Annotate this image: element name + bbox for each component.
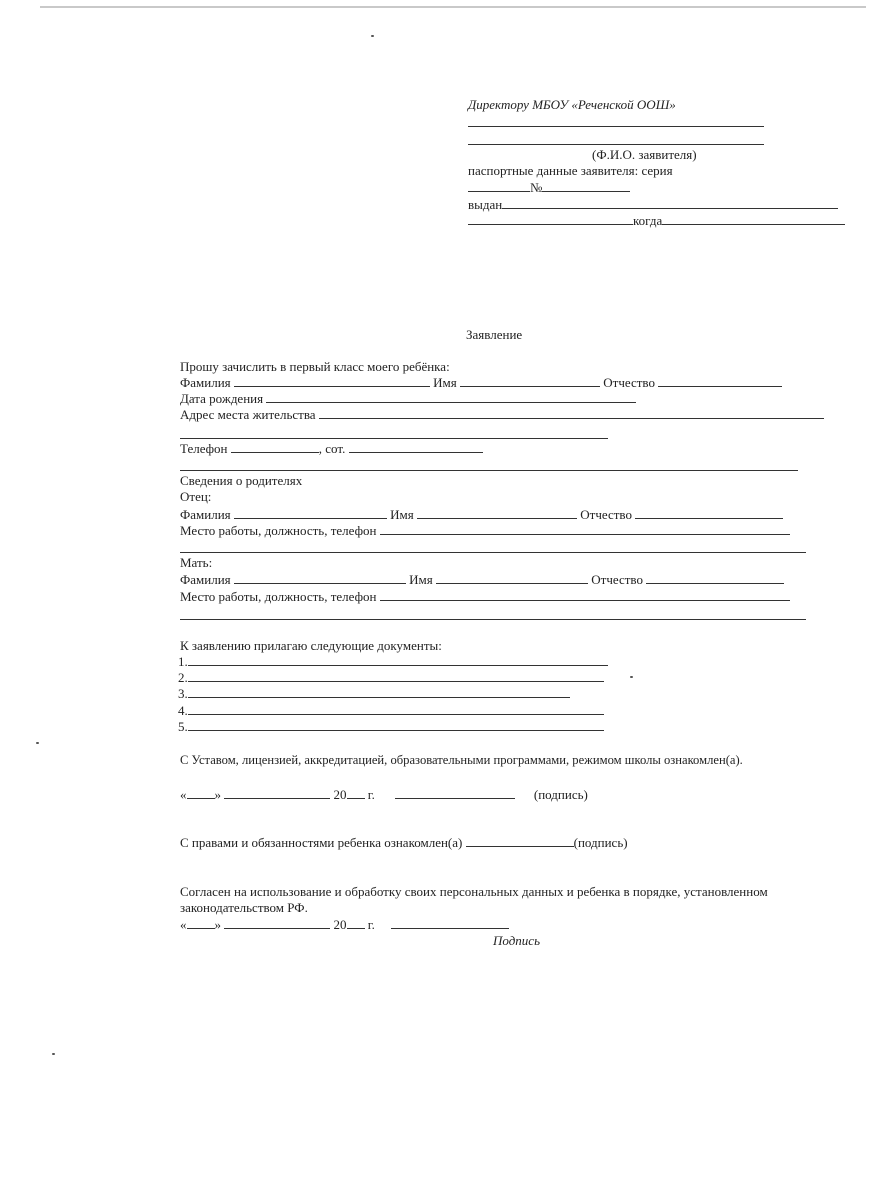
address-label: Адрес места жительства [180,407,316,422]
issued-by-field-2[interactable] [468,213,633,225]
document-item-4 [178,703,604,718]
consent-line-1: Согласен на использование и обработку своих персональных данных и ребенка в порядке, установленном [180,884,768,899]
birth-date-field[interactable] [266,391,636,403]
consent-year-field[interactable] [347,917,365,929]
quote-open: « [180,787,187,802]
patronymic-label: Отчество [580,507,632,522]
surname-label: Фамилия [180,375,231,390]
charter-signature-field[interactable] [395,787,515,799]
documents-heading: К заявлению прилагаю следующие документы: [180,638,442,653]
birth-label: Дата рождения [180,391,264,406]
child-name-field[interactable] [460,375,600,387]
mother-name-row [180,572,784,587]
passport-number-field[interactable] [542,180,630,192]
father-work-field-line-2[interactable] [180,552,806,553]
passport-series-number-row [468,180,630,195]
separator-line [180,470,798,471]
father-work-row [180,523,790,538]
charter-year-field[interactable] [347,787,365,799]
father-name-row [180,507,783,522]
quote-close: » [214,787,221,802]
document-item-1 [178,654,608,669]
issued-row [468,197,838,212]
patronymic-label: Отчество [603,375,655,390]
year-prefix: 20 [333,787,347,802]
document-field-3[interactable] [188,686,570,698]
document-number: 5. [178,719,188,734]
issued-when-row [468,213,845,228]
document-field-4[interactable] [188,703,604,715]
scan-speck [52,1053,55,1055]
passport-series-field[interactable] [468,180,530,192]
document-field-2[interactable] [188,670,604,682]
rights-signature-field[interactable] [466,835,574,847]
year-prefix: 20 [333,917,347,932]
child-surname-field[interactable] [234,375,430,387]
consent-signature-caption: Подпись [493,933,540,948]
consent-month-field[interactable] [224,917,330,929]
mother-work-field[interactable] [380,589,790,601]
charter-date-row [180,787,588,802]
number-sign: № [530,180,543,195]
name-label: Имя [390,507,414,522]
phone-field[interactable] [231,441,319,453]
issued-date-field[interactable] [662,213,845,225]
consent-line-2: законодательством РФ. [180,900,308,915]
consent-signature-field[interactable] [391,917,509,929]
mother-label: Мать: [180,555,213,570]
document-title: Заявление [466,327,523,342]
fio-caption: (Ф.И.О. заявителя) [592,147,697,162]
when-label: когда [633,213,663,228]
document-item-2 [178,670,604,685]
request-text: Прошу зачислить в первый класс моего ребёнка: [180,359,450,374]
mobile-field[interactable] [349,441,483,453]
mother-name-field[interactable] [436,572,588,584]
birth-row [180,391,636,406]
name-label: Имя [409,572,433,587]
mother-patronymic-field[interactable] [646,572,784,584]
signature-caption: (подпись) [573,835,628,850]
applicant-name-line-2[interactable] [468,144,764,145]
document-item-5 [178,719,604,734]
rights-row [180,835,628,850]
father-surname-field[interactable] [234,507,387,519]
mother-work-field-line-2[interactable] [180,619,806,620]
document-number: 1. [178,654,188,669]
quote-close: » [214,917,221,932]
scan-top-edge [40,6,866,8]
charter-text: С Уставом, лицензией, аккредитацией, образовательными программами, режимом школы ознакомлен(а). [180,753,743,767]
document-field-1[interactable] [188,654,608,666]
scan-speck [630,676,633,678]
addressee: Директору МБОУ «Реченской ООШ» [468,97,676,112]
scan-speck [371,35,374,37]
document-field-5[interactable] [188,719,604,731]
father-patronymic-field[interactable] [635,507,783,519]
mother-surname-field[interactable] [234,572,406,584]
address-field-line-2[interactable] [180,438,608,439]
charter-day-field[interactable] [187,787,215,799]
father-work-field[interactable] [380,523,790,535]
mother-work-row [180,589,790,604]
father-name-field[interactable] [417,507,577,519]
consent-date-row [180,917,509,932]
issued-label: выдан [468,197,503,212]
applicant-name-line-1[interactable] [468,126,764,127]
consent-day-field[interactable] [187,917,215,929]
work-label: Место работы, должность, телефон [180,523,377,538]
document-item-3 [178,686,570,701]
parents-heading: Сведения о родителях [180,473,303,488]
document-number: 2. [178,670,188,685]
quote-open: « [180,917,187,932]
charter-month-field[interactable] [224,787,330,799]
address-field[interactable] [319,407,824,419]
surname-label: Фамилия [180,507,231,522]
name-label: Имя [433,375,457,390]
child-patronymic-field[interactable] [658,375,782,387]
surname-label: Фамилия [180,572,231,587]
patronymic-label: Отчество [591,572,643,587]
child-name-row [180,375,782,390]
mobile-label: , сот. [318,441,346,456]
year-suffix: г. [367,787,375,802]
year-suffix: г. [367,917,375,932]
passport-label: паспортные данные заявителя: серия [468,163,673,178]
document-number: 4. [178,703,188,718]
rights-text: С правами и обязанностями ребенка ознакомлен(а) [180,835,463,850]
scan-speck [36,742,39,744]
father-label: Отец: [180,489,212,504]
issued-by-field[interactable] [502,197,838,209]
work-label: Место работы, должность, телефон [180,589,377,604]
signature-caption: (подпись) [533,787,588,802]
document-number: 3. [178,686,188,701]
address-row [180,407,824,422]
phone-label: Телефон [180,441,228,456]
phone-row [180,441,483,456]
